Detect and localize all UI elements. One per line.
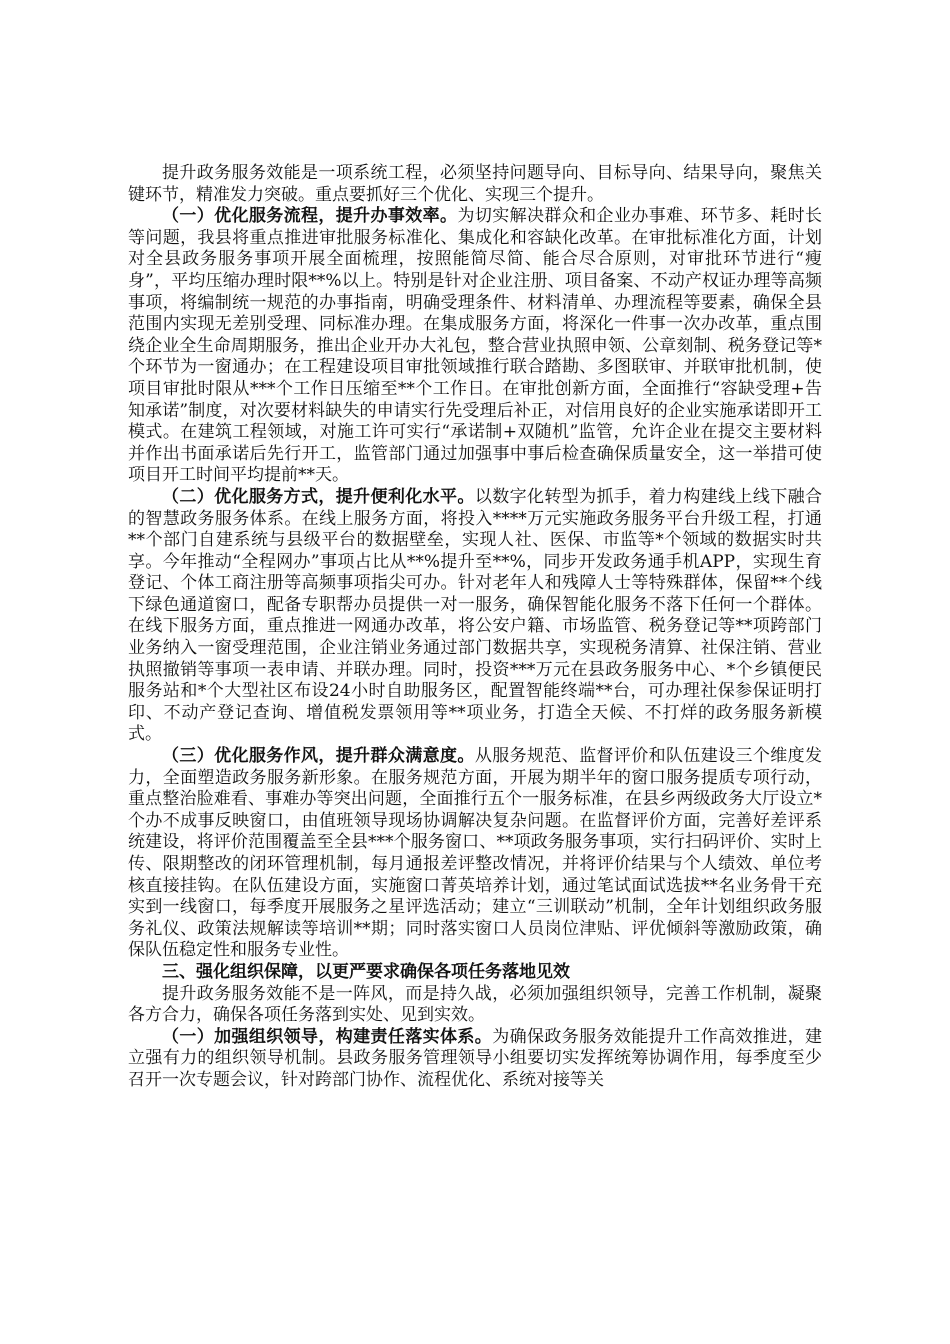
section-3-paragraph <box>128 746 822 962</box>
section-1-heading: （一）优化服务流程，提升办事效率。 <box>162 206 458 227</box>
section-3-text: 从服务规范、监督评价和队伍建设三个维度发力，全面塑造政务服务新形象。在服务规范方面，开展为期半年的窗口服务提质专项行动，重点整治脸难看、事难办等突出问题，全面推行五个一服务标准，在县乡两级政务大厅设立*个办不成事反映窗口，由值班领导现场协调解决复杂问题。在监督评价方面，完善好差评系统建设，将评价范围覆盖至全县***个服务窗口、**项政务服务事项，实行扫码评价、实时上传、限期整改的闭环管理机制，每月通报差评整改情况，并将评价结果与个人绩效、单位考核直接挂钩。在队伍建设方面，实施窗口菁英培养计划，通过笔试面试选拔**名业务骨干充实到一线窗口，每季度开展服务之星评选活动；建立“三训联动”机制，全年计划组织政务服务礼仪、政策法规解读等培训**期；同时落实窗口人员岗位津贴、评优倾斜等激励政策，确保队伍稳定性和服务专业性。 <box>128 746 823 961</box>
section-1-text: 为切实解决群众和企业办事难、环节多、耗时长等问题，我县将重点推进审批服务标准化、集成化和容缺化改革。在审批标准化方面，计划对全县政务服务事项开展全面梳理，按照能简尽简、能合尽合原则，对审批环节进行“瘦身”，平均压缩办理时限**%以上。特别是针对企业注册、项目备案、不动产权证办理等高频事项，将编制统一规范的办事指南，明确受理条件、材料清单、办理流程等要素，确保全县范围内实现无差别受理、同标准办理。在集成服务方面，将深化一件事一次办改革，重点围绕企业全生命周期服务，推出企业开办大礼包，整合营业执照申领、公章刻制、税务登记等*个环节为一窗通办；在工程建设项目审批领域推行联合踏勘、多图联审、并联审批机制，使项目审批时限从***个工作日压缩至**个工作日。在审批创新方面，全面推行“容缺受理+告知承诺”制度，对次要材料缺失的申请实行先受理后补正，对信用良好的企业实施承诺即开工模式。在建筑工程领域，对施工许可实行“承诺制+双随机”监管，允许企业在提交主要材料并作出书面承诺后先行开工，监管部门通过加强事中事后检查确保质量安全，这一举措可使项目开工时间平均提前**天。 <box>128 206 823 486</box>
section-4-text: 为确保政务服务效能提升工作高效推进，建立强有力的组织领导机制。县政务服务管理领导小组要切实发挥统筹协调作用，每季度至少召开一次专题会议，针对跨部门协作、流程优化、系统对接等关 <box>128 1026 823 1090</box>
section-1-paragraph <box>128 206 822 487</box>
document-body <box>128 163 822 1092</box>
section-3-heading: （三）优化服务作风，提升群众满意度。 <box>162 746 475 767</box>
chapter-3-intro-text: 提升政务服务效能不是一阵风，而是持久战，必须加强组织领导，完善工作机制，凝聚各方合力，确保各项任务落到实处、见到实效。 <box>128 983 822 1026</box>
section-2-heading: （二）优化服务方式，提升便利化水平。 <box>162 486 475 507</box>
section-2-text: 以数字化转型为抓手，着力构建线上线下融合的智慧政务服务体系。在线上服务方面，将投入****万元实施政务服务平台升级工程，打通**个部门自建系统与县级平台的数据壁垒，实现人社、医保、市监等*个领域的数据实时共享。今年推动“全程网办”事项占比从**%提升至**%，同步开发政务通手机APP，实现生育登记、个体工商注册等高频事项指尖可办。针对老年人和残障人士等特殊群体，保留**个线下绿色通道窗口，配备专职帮办员提供一对一服务，确保智能化服务不落下任何一个群体。在线下服务方面，重点推进一网通办改革，将公安户籍、市场监管、税务登记等**项跨部门业务纳入一窗受理范围，企业注销业务通过部门数据共享，实现税务清算、社保注销、营业执照撤销等事项一表申请、并联办理。同时，投资***万元在县政务服务中心、*个乡镇便民服务站和*个大型社区布设24小时自助服务区，配置智能终端**台，可办理社保参保证明打印、不动产登记查询、增值税发票领用等**项业务，打造全天候、不打烊的政务服务新模式。 <box>128 486 823 745</box>
intro-paragraph <box>128 163 822 206</box>
section-2-paragraph <box>128 487 822 746</box>
section-4-paragraph <box>128 1027 822 1092</box>
chapter-3-heading: 三、强化组织保障，以更严要求确保各项任务落地见效 <box>162 961 570 982</box>
chapter-3-intro-paragraph <box>128 984 822 1027</box>
intro-text: 提升政务服务效能是一项系统工程，必须坚持问题导向、目标导向、结果导向，聚焦关键环节，精准发力突破。重点要抓好三个优化、实现三个提升。 <box>128 163 822 205</box>
section-4-heading: （一）加强组织领导，构建责任落实体系。 <box>162 1026 493 1047</box>
